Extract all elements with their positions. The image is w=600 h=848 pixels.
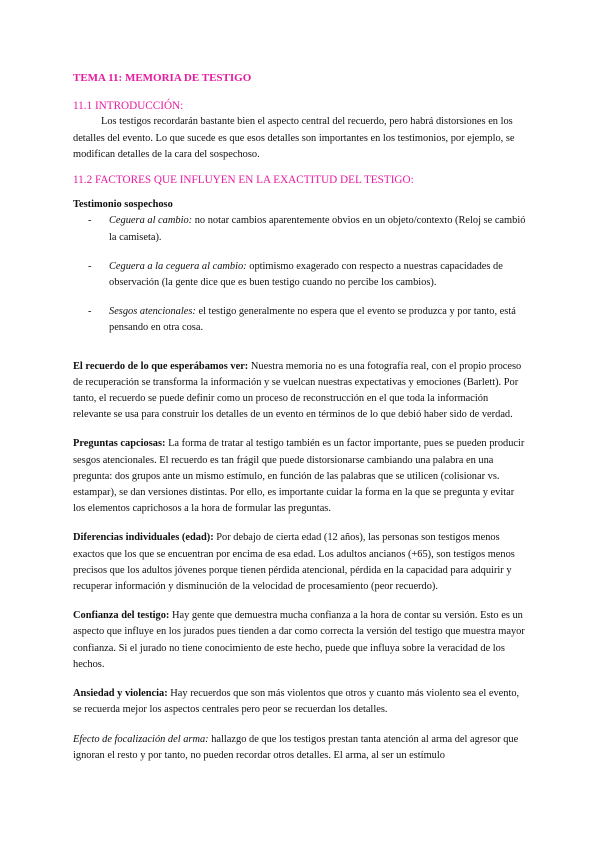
list-item (73, 304, 528, 336)
list-item-text: optimismo exagerado con respecto a nuestras capacidades de observación (la gente dice que es buen testigo cuando no percibe los cambios). (109, 260, 503, 289)
paragraph-term: Ansiedad y violencia: (73, 688, 168, 700)
intro-paragraph: Los testigos recordarán bastante bien el aspecto central del recuerdo, pero habrá distorsiones en los detalles del evento. Lo que sucede es que esos detalles son importantes en los testimonios, por ejemplo, se modifican detalles de la cara del sospechoso. (73, 116, 515, 160)
list-item-term: Ceguera a la ceguera al cambio: (109, 260, 247, 272)
page-title: TEMA 11: MEMORIA DE TESTIGO (73, 72, 252, 84)
list-dash: - (88, 215, 92, 227)
list-item-text: no notar cambios aparentemente obvios en un objeto/contexto (Reloj se cambió la camiseta). (109, 215, 526, 243)
paragraph-term: Diferencias individuales (edad): (73, 532, 214, 544)
list-item-term: Ceguera al cambio: (109, 215, 193, 227)
section-heading-factores: 11.2 FACTORES QUE INFLUYEN EN LA EXACTITUD DEL TESTIGO: (73, 174, 414, 187)
paragraph-term: El recuerdo de lo que esperábamos ver: (73, 360, 249, 372)
paragraph-preguntas (73, 436, 528, 517)
paragraph-term: Preguntas capciosas: (73, 438, 166, 450)
paragraph-confianza (73, 608, 528, 673)
list-item-term: Sesgos atencionales: (109, 306, 196, 318)
paragraph-text: La forma de tratar al testigo también es un factor importante, pues se pueden producir sesgos atencionales. El recuerdo es tan frágil que puede distorsionarse cambiando una palabra en una pregunta: dos grupos ante un mismo estímulo, en función de las palabras que se utilicen (colisionar vs. estampar), se dan versiones distintas. Por ello, es importante cuidar la forma en la que se pregunta y evitar los elementos caprichosos a la hora de formular las preguntas. (73, 438, 525, 515)
list-item (73, 213, 528, 245)
paragraph-diferencias (73, 530, 528, 595)
paragraph-text: Hay recuerdos que son más violentos que otros y cuanto más violento sea el evento, se recuerda mejor los aspectos centrales pero peor se recuerdan los detalles. (73, 688, 520, 716)
paragraph-text: hallazgo de que los testigos prestan tanta atención al arma del agresor que ignoran el resto y por tanto, no pueden recordar otros detalles. El arma, al ser un estímulo (73, 733, 519, 761)
paragraph-ansiedad (73, 686, 528, 718)
subheading-testimonio-sospechoso: Testimonio sospechoso (73, 199, 173, 211)
list-dash: - (88, 306, 92, 318)
list-item-text: el testigo generalmente no espera que el evento se produzca y por tanto, está pensando en otra cosa. (109, 306, 516, 334)
paragraph-focalizacion (73, 732, 528, 764)
paragraph-text: Por debajo de cierta edad (12 años), las personas son testigos menos exactos que los que se encuentran por encima de esa edad. Los adultos ancianos (+65), son testigos menos precisos que los adultos jóvenes porque tienen pérdida atencional, pérdida en la capacidad para adquirir y recuperar información y disminución de la velocidad de procesamiento (peor recuerdo). (73, 532, 515, 593)
paragraph-recuerdo (73, 359, 528, 424)
paragraph-term: Confianza del testigo: (73, 610, 170, 622)
section-heading-introduccion: 11.1 INTRODUCCIÓN: (73, 100, 184, 113)
list-item (73, 259, 528, 291)
list-dash: - (88, 260, 92, 272)
paragraph-text: Nuestra memoria no es una fotografía real, con el propio proceso de recuperación se transforma la información y se vuelcan nuestras expectativas y emociones (Barlett). Por tanto, el recuerdo se puede definir como un proceso de reconstrucción en el que toda la información relevante se usa para construir los detalles de un evento en términos de lo que debió haber sido de verdad. (73, 360, 522, 421)
paragraph-term: Efecto de focalización del arma: (73, 733, 209, 745)
document-page (73, 70, 528, 764)
paragraph-text: Hay gente que demuestra mucha confianza a la hora de contar su versión. Esto es un aspecto que influye en los jurados pues tienden a dar como correcta la versión del testigo que muestra mayor confianza. Si el jurado no tiene conocimiento de este hecho, puede que influya sobre la veracidad de los hechos. (73, 610, 525, 670)
factor-list (73, 213, 528, 336)
